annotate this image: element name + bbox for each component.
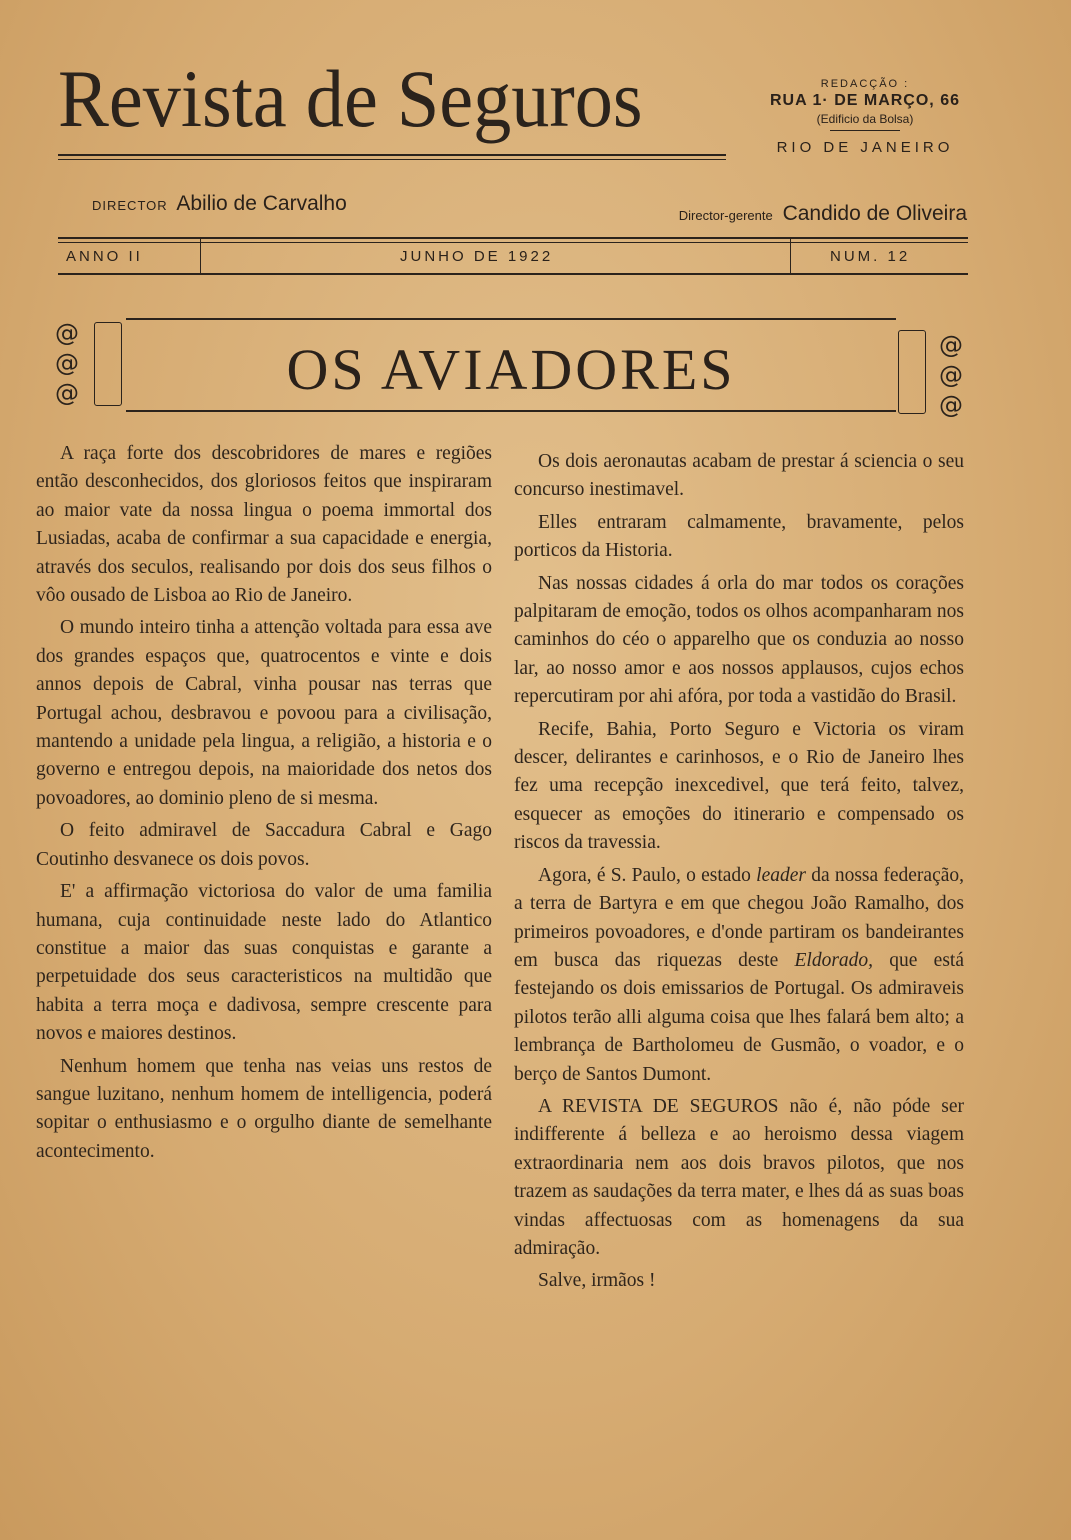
- paragraph: A REVISTA DE SEGUROS não é, não póde ser indifferente á belleza e ao heroismo dessa viagem extraordinaria nem aos dois bravos pilotos, que nos trazem as saudações da terra mater, e lhes dá as suas boas vindas affectuosas com as homenagens da sua admiração.: [514, 1095, 964, 1259]
- paragraph: A raça forte dos descobridores de mares e regiões então desconhecidos, dos gloriosos feitos que inspiraram ao maior vate da nossa lingua o poema immortal dos Lusiadas, acaba de confirmar a sua capacidade e energia, através dos seculos, realisando por dois dos seus filhos o vôo ousado de Lisboa ao Rio de Janeiro.: [36, 443, 492, 607]
- left-column: [36, 440, 492, 1170]
- scroll-ornament-icon: @ @ @: [939, 331, 963, 419]
- address-divider: [830, 130, 900, 131]
- building-name: (Edificio da Bolsa): [816, 112, 914, 126]
- paragraph: Agora, é S. Paulo, o estado leader da nossa federação, a terra de Bartyra e em que chegou João Ramalho, dos primeiros povoadores, e d'onde partiram os bandeirantes em busca das riquezas deste Eldorado, que está festejando os dois emissarios de Portugal. Os admiraveis pilotos terão alli alguma coisa que lhes falará bem alto; a lembrança de Bartholomeu de Gusmão, o voador, e o berço de Santos Dumont.: [514, 864, 965, 1085]
- director-label: DIRECTOR: [92, 198, 168, 213]
- gerente-label: Director-gerente: [678, 208, 773, 223]
- gerente-credit: [679, 202, 967, 226]
- street-address: RUA 1· DE MARÇO, 66: [770, 92, 960, 109]
- redaccao-label: REDACÇÃO :: [820, 78, 910, 90]
- gerente-name: Candido de Oliveira: [782, 202, 967, 225]
- closing-line: Salve, irmãos !: [538, 1270, 656, 1292]
- dateline-separator: [200, 239, 201, 273]
- issue-year: ANNO II: [66, 248, 143, 265]
- italic-eldorado: Eldorado,: [794, 949, 874, 971]
- city-name: RIO DE JANEIRO: [776, 139, 954, 156]
- paragraph: Nenhum homem que tenha nas veias uns restos de sangue luzitano, nenhum homem de intelligencia, poderá sopitar o enthusiasmo e o orgulho diante de semelhante acontecimento.: [36, 1055, 492, 1162]
- article-heading-box: [126, 318, 896, 412]
- issue-dateline: [58, 237, 968, 275]
- masthead-rule: [58, 154, 726, 160]
- dateline-inner-rule: [58, 242, 968, 243]
- right-column: [514, 448, 964, 1300]
- paragraph: E' a affirmação victoriosa do valor de uma familia humana, cuja continuidade neste lado do Atlantico constitue a maior das suas conquistas e garante a perpetuidade dos seus caracteristicos na multidão que habita a terra moça e dadivosa, sempre crescente para novos e maiores destinos.: [36, 881, 492, 1045]
- director-name: Abilio de Carvalho: [176, 192, 347, 215]
- scroll-ornament-icon: [94, 322, 122, 406]
- issue-date: JUNHO DE 1922: [400, 248, 554, 265]
- paragraph: Recife, Bahia, Porto Seguro e Victoria os viram descer, delirantes e carinhosos, e o Rio de Janeiro lhes fez uma recepção inexcedivel, que terá feito, talvez, esquecer as emoções do itinerario e compensado os riscos da travessia.: [514, 718, 964, 854]
- dateline-separator: [790, 239, 791, 273]
- issue-number: NUM. 12: [830, 248, 911, 265]
- paragraph: O mundo inteiro tinha a attenção voltada para essa ave dos grandes espaços que, quatrocentos e vinte e dois annos depois de Cabral, vinha pousar nas terras que Portugal achou, desbravou e povoou para a civilisação, mantendo a unidade pela lingua, a religião, a historia e o governo e entregou depois, na maioridade dos netos dos povoadores, ao dominio pleno de si mesma.: [36, 617, 492, 809]
- editorial-address: [760, 78, 970, 156]
- scroll-ornament-icon: [898, 330, 926, 414]
- italic-leader: leader: [756, 864, 806, 886]
- paragraph: O feito admiravel de Saccadura Cabral e Gago Coutinho desvanece os dois povos.: [36, 820, 492, 870]
- scroll-ornament-icon: @ @ @: [55, 319, 79, 407]
- paragraph: Nas nossas cidades á orla do mar todos os corações palpitaram de emoção, todos os olhos acompanharam nos caminhos do céo o apparelho que os conduzia ao nosso lar, ao nosso amor e aos nossos applausos, cujos echos repercutiram por ahi afóra, por toda a vastidão do Brasil.: [514, 572, 964, 708]
- paragraph: Os dois aeronautas acabam de prestar á sciencia o seu concurso inestimavel.: [514, 451, 964, 501]
- masthead-title: Revista de Seguros: [58, 53, 643, 144]
- article-title: OS AVIADORES: [286, 337, 736, 402]
- paragraph: Elles entraram calmamente, bravamente, pelos porticos da Historia.: [514, 511, 964, 562]
- director-credit: [92, 192, 347, 216]
